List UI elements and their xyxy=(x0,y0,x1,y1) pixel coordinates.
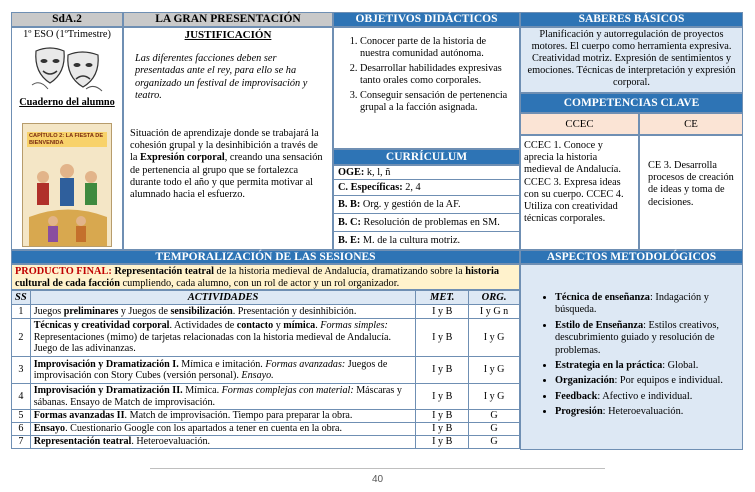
curriculum-panel xyxy=(333,165,520,250)
table-header-row xyxy=(12,291,520,305)
curriculum-header: CURRÍCULUM xyxy=(333,149,520,165)
left-panel xyxy=(11,27,123,250)
table-row xyxy=(12,384,520,410)
session-number: 7 xyxy=(12,436,31,449)
page-number: 40 xyxy=(371,474,384,485)
org-cell: G xyxy=(469,423,520,436)
cover-title: CAPÍTULO 2: LA FIESTA DE BIENVENIDA xyxy=(27,132,107,147)
met-cell: I y B xyxy=(416,410,469,423)
session-number: 1 xyxy=(12,305,31,319)
col-met: MET. xyxy=(416,291,469,305)
justificacion-body: Situación de aprendizaje donde se trabajará la cohesión grupal y la desinhibición a través de la Expresión corporal, creando una sensación de pertenencia al grupo que se fortalezca durante todo el año y que permita motivar al alumnado hacia el esfuerzo. xyxy=(130,128,323,201)
ccec-text: CCEC 1. Conoce y aprecia la historia medieval de Andalucía. CCEC 3. Expresa ideas con su cuerpo. CCEC 4. Utiliza con creatividad técnicas corporales. xyxy=(524,140,624,225)
objetivos-header: OBJETIVOS DIDÁCTICOS xyxy=(333,12,520,27)
activity-cell: Improvisación y Dramatización II. Mímica. Formas complejas con material: Máscaras y sábanas. Ensayo de Match de improvisación. xyxy=(30,384,416,410)
met-cell: I y B xyxy=(416,423,469,436)
met-cell: I y B xyxy=(416,384,469,410)
ce-text: CE 3. Desarrolla procesos de creación de ideas y toma de decisiones. xyxy=(648,160,734,208)
aspectos-list xyxy=(537,292,736,419)
curriculum-row: B. C: Resolución de problemas en SM. xyxy=(334,214,519,232)
cuaderno-cover xyxy=(22,123,112,247)
aspecto-item: • Técnica de enseñanza: Indagación y búsqueda. xyxy=(555,292,736,317)
org-cell: G xyxy=(469,410,520,423)
sesiones-table xyxy=(11,290,520,449)
saberes-text: Planificación y autorregulación de proyectos motores. El cuerpo como herramienta expresiva. Creatividad motriz. Expresión de sentimientos y emociones. Técnicas de interpretación y expresión corporal. xyxy=(527,29,736,88)
session-number: 3 xyxy=(12,357,31,384)
saberes-panel xyxy=(520,27,743,93)
aspecto-item: • Organización: Por equipos e individual. xyxy=(555,375,736,387)
col-ss: SS xyxy=(12,291,31,305)
curriculum-row: B. E: M. de la cultura motriz. xyxy=(338,235,461,246)
met-cell: I y B xyxy=(416,305,469,319)
activity-cell: Improvisación y Dramatización I. Mímica e imitación. Formas avanzadas: Juegos de improvisación con Story Cubes (versión personal). Ensayo. xyxy=(30,357,416,384)
met-cell: I y B xyxy=(416,436,469,449)
page-title: LA GRAN PRESENTACIÓN xyxy=(123,12,333,27)
col-actividades: ACTIVIDADES xyxy=(30,291,416,305)
competencias-header: COMPETENCIAS CLAVE xyxy=(520,93,743,113)
table-row xyxy=(12,357,520,384)
aspecto-item: • Estrategia en la práctica: Global. xyxy=(555,360,736,372)
session-number: 5 xyxy=(12,410,31,423)
curriculum-row: C. Específicas: 2, 4 xyxy=(334,180,519,196)
org-cell: I y G n xyxy=(469,305,520,319)
activity-cell: Ensayo. Cuestionario Google con los apartados a tener en cuenta en la obra. xyxy=(30,423,416,436)
temporalizacion-header: TEMPORALIZACIÓN DE LAS SESIONES xyxy=(11,250,520,264)
session-number: 6 xyxy=(12,423,31,436)
ccec-cell xyxy=(520,135,639,250)
org-cell: I y G xyxy=(469,319,520,357)
aspectos-header: ASPECTOS METODOLÓGICOS xyxy=(520,250,743,264)
justificacion-panel xyxy=(123,27,333,250)
sda-label: SdA.2 xyxy=(11,12,123,27)
aspecto-item: • Estilo de Enseñanza: Estilos creativos, descubrimiento guiado y resolución de problemas. xyxy=(555,320,736,357)
theatre-masks-icon xyxy=(30,43,104,95)
objetivo-item: 3. Conseguir sensación de pertenencia grupal a la facción asignada. xyxy=(360,90,515,114)
producto-final: PRODUCTO FINAL: Representación teatral de la historia medieval de Andalucía, dramatizando sobre la historia cultural de cada facción cumpliendo, cada alumno, con un rol de actor y un rol organizador. xyxy=(11,264,520,290)
met-cell: I y B xyxy=(416,319,469,357)
objetivo-item: 1. Conocer parte de la historia de nuestra comunidad autónoma. xyxy=(360,36,515,60)
footer-divider xyxy=(150,468,605,469)
activity-cell: Formas avanzadas II. Match de improvisación. Tiempo para preparar la obra. xyxy=(30,410,416,423)
justificacion-title: JUSTIFICACIÓN xyxy=(184,29,272,41)
table-row xyxy=(12,319,520,357)
objetivos-list xyxy=(338,36,515,114)
ccec-column-header: CCEC xyxy=(520,113,639,135)
objetivo-item: 2. Desarrollar habilidades expresivas tanto orales como corporales. xyxy=(360,63,515,87)
course-label: 1º ESO (1ºTrimestre) xyxy=(23,29,111,40)
saberes-header: SABERES BÁSICOS xyxy=(520,12,743,27)
activity-cell: Juegos preliminares y Juegos de sensibilización. Presentación y desinhibición. xyxy=(30,305,416,319)
cuaderno-label: Cuaderno del alumno xyxy=(19,97,115,108)
table-row xyxy=(12,410,520,423)
table-row xyxy=(12,436,520,449)
cover-illustration-icon xyxy=(23,147,112,247)
curriculum-row: OGE: k, l, ñ xyxy=(334,166,519,180)
table-row xyxy=(12,305,520,319)
activity-cell: Representación teatral. Heteroevaluación. xyxy=(30,436,416,449)
activity-cell: Técnicas y creatividad corporal. Actividades de contacto y mímica. Formas simples: Representaciones (mimo) de tarjetas relacionadas con la historia medieval de Andalucía. Juego de las adivinanzas. xyxy=(30,319,416,357)
org-cell: G xyxy=(469,436,520,449)
table-row xyxy=(12,423,520,436)
aspecto-item: • Progresión: Heteroevaluación. xyxy=(555,406,736,418)
met-cell: I y B xyxy=(416,357,469,384)
ce-cell xyxy=(639,135,743,250)
session-number: 2 xyxy=(12,319,31,357)
ce-column-header: CE xyxy=(639,113,743,135)
aspectos-panel xyxy=(520,264,743,450)
sesiones-table-wrap xyxy=(11,290,520,449)
objetivos-panel xyxy=(333,27,520,149)
session-number: 4 xyxy=(12,384,31,410)
org-cell: I y G xyxy=(469,384,520,410)
aspecto-item: • Feedback: Afectivo e individual. xyxy=(555,391,736,403)
org-cell: I y G xyxy=(469,357,520,384)
curriculum-row: B. B: Org. y gestión de la AF. xyxy=(334,196,519,214)
justificacion-intro: Las diferentes facciones deben ser presentadas ante el rey, para ello se ha organizado un festival de improvisación y teatro. xyxy=(135,53,308,101)
col-org: ORG. xyxy=(469,291,520,305)
